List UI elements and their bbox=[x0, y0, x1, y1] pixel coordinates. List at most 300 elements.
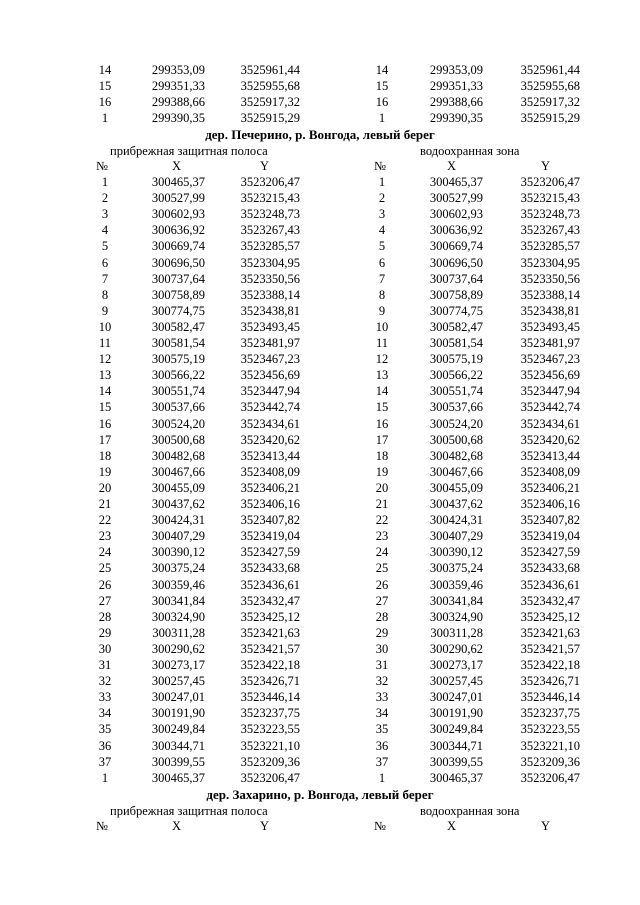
coordinate-row bbox=[0, 577, 640, 593]
left-y-coordinate: 3523421,63 bbox=[240, 625, 300, 640]
left-table-label: прибрежная защитная полоса bbox=[110, 144, 268, 158]
left-y-coordinate: 3523420,62 bbox=[240, 432, 300, 447]
left-y-coordinate: 3523304,95 bbox=[240, 255, 300, 270]
coordinate-row bbox=[0, 689, 640, 705]
right-table-label: водоохранная зона bbox=[420, 144, 520, 158]
right-point-number: 8 bbox=[378, 287, 386, 302]
right-point-number: 11 bbox=[375, 336, 389, 350]
coordinate-row bbox=[0, 287, 640, 303]
section-title-zakharino: дер. Захарино, р. Вонгода, левый берег bbox=[206, 787, 434, 802]
left-x-coordinate: 300527,99 bbox=[151, 191, 205, 206]
left-point-number: 22 bbox=[98, 513, 112, 528]
coordinate-row bbox=[0, 641, 640, 657]
right-y-coordinate: 3523433,68 bbox=[520, 561, 580, 576]
left-y-coordinate: 3525961,44 bbox=[240, 63, 300, 77]
left-x-coordinate: 299353,09 bbox=[151, 63, 205, 77]
right-x-coordinate: 300407,29 bbox=[429, 529, 483, 544]
right-point-number: 4 bbox=[378, 223, 386, 238]
left-col-x-header-2: X bbox=[172, 819, 182, 833]
left-y-coordinate: 3523427,59 bbox=[240, 545, 300, 560]
right-x-coordinate: 300249,84 bbox=[429, 722, 483, 737]
left-y-coordinate: 3523209,36 bbox=[240, 754, 300, 769]
right-x-coordinate: 300467,66 bbox=[429, 464, 483, 479]
left-y-coordinate: 3523493,45 bbox=[240, 319, 300, 334]
right-y-coordinate: 3523446,14 bbox=[520, 690, 580, 705]
coordinate-row bbox=[0, 593, 640, 609]
right-x-coordinate: 300566,22 bbox=[429, 368, 483, 383]
right-point-number: 34 bbox=[375, 706, 389, 721]
right-point-number: 22 bbox=[375, 513, 389, 528]
left-x-coordinate: 300407,29 bbox=[151, 529, 205, 544]
right-point-number: 17 bbox=[375, 432, 389, 447]
continued-row bbox=[0, 94, 640, 110]
right-point-number: 16 bbox=[375, 416, 389, 431]
left-x-coordinate: 300467,66 bbox=[151, 464, 205, 479]
right-x-coordinate: 300527,99 bbox=[429, 191, 483, 206]
right-x-coordinate: 300602,93 bbox=[429, 207, 483, 222]
right-y-coordinate: 3523456,69 bbox=[520, 368, 580, 383]
left-point-number: 5 bbox=[101, 239, 109, 254]
right-x-coordinate: 300551,74 bbox=[429, 384, 483, 399]
left-x-coordinate: 300359,46 bbox=[151, 577, 205, 592]
right-y-coordinate: 3523481,97 bbox=[520, 336, 580, 350]
left-y-coordinate: 3523267,43 bbox=[240, 223, 300, 238]
right-y-coordinate: 3523285,57 bbox=[520, 239, 580, 254]
left-point-number: 20 bbox=[98, 480, 112, 495]
left-point-number: 9 bbox=[101, 303, 109, 318]
right-point-number: 12 bbox=[375, 352, 389, 367]
left-y-coordinate: 3523434,61 bbox=[240, 416, 300, 431]
right-col-x-header: X bbox=[447, 159, 457, 173]
right-point-number: 33 bbox=[375, 690, 389, 705]
left-y-coordinate: 3523467,23 bbox=[240, 352, 300, 367]
right-y-coordinate: 3523442,74 bbox=[520, 400, 580, 415]
left-point-number: 15 bbox=[98, 79, 112, 93]
right-y-coordinate: 3523427,59 bbox=[520, 545, 580, 560]
coordinate-row bbox=[0, 303, 640, 319]
right-point-number: 37 bbox=[375, 754, 389, 769]
right-x-coordinate: 300257,45 bbox=[429, 674, 483, 689]
left-y-coordinate: 3525915,29 bbox=[240, 111, 300, 125]
right-y-coordinate: 3523419,04 bbox=[520, 529, 580, 544]
right-point-number: 25 bbox=[375, 561, 389, 576]
left-y-coordinate: 3523221,10 bbox=[240, 738, 300, 753]
coordinate-row bbox=[0, 512, 640, 528]
left-y-coordinate: 3525917,32 bbox=[240, 95, 300, 109]
left-table-label-2: прибрежная защитная полоса bbox=[110, 804, 268, 818]
right-x-coordinate: 300758,89 bbox=[429, 287, 483, 302]
right-y-coordinate: 3523493,45 bbox=[520, 319, 580, 334]
left-point-number: 31 bbox=[98, 658, 112, 672]
right-y-coordinate: 3525961,44 bbox=[520, 63, 580, 77]
left-point-number: 33 bbox=[98, 690, 112, 705]
left-point-number: 27 bbox=[98, 593, 112, 608]
left-x-coordinate: 300575,19 bbox=[151, 352, 205, 367]
left-x-coordinate: 300669,74 bbox=[151, 239, 205, 254]
right-x-coordinate: 300359,46 bbox=[429, 577, 483, 592]
right-x-coordinate: 300537,66 bbox=[429, 400, 483, 415]
right-x-coordinate: 300324,90 bbox=[429, 609, 483, 624]
right-y-coordinate: 3523434,61 bbox=[520, 416, 580, 431]
right-y-coordinate: 3523467,23 bbox=[520, 352, 580, 367]
left-point-number: 11 bbox=[98, 336, 112, 350]
left-x-coordinate: 300582,47 bbox=[151, 319, 205, 334]
left-point-number: 26 bbox=[98, 577, 112, 592]
right-x-coordinate: 300465,37 bbox=[429, 770, 483, 785]
left-y-coordinate: 3523407,82 bbox=[240, 513, 300, 528]
right-point-number: 5 bbox=[378, 239, 386, 254]
right-x-coordinate: 300290,62 bbox=[429, 641, 483, 656]
left-y-coordinate: 3523248,73 bbox=[240, 207, 300, 222]
left-x-coordinate: 300273,17 bbox=[151, 658, 205, 672]
right-x-coordinate: 300455,09 bbox=[429, 480, 483, 495]
right-y-coordinate: 3523388,14 bbox=[520, 287, 580, 302]
left-point-number: 34 bbox=[98, 706, 112, 721]
right-point-number: 14 bbox=[375, 63, 389, 77]
right-point-number: 24 bbox=[375, 545, 389, 560]
left-x-coordinate: 300500,68 bbox=[151, 432, 205, 447]
right-point-number: 1 bbox=[378, 111, 386, 125]
left-x-coordinate: 300375,24 bbox=[151, 561, 205, 576]
right-y-coordinate: 3523209,36 bbox=[520, 754, 580, 769]
section-title-pecherino: дер. Печерино, р. Вонгода, левый берег bbox=[205, 127, 435, 142]
left-point-number: 28 bbox=[98, 609, 112, 624]
left-point-number: 4 bbox=[101, 223, 109, 238]
coordinate-row bbox=[0, 174, 640, 190]
right-point-number: 18 bbox=[375, 448, 389, 463]
left-point-number: 8 bbox=[101, 287, 109, 302]
right-x-coordinate: 300247,01 bbox=[429, 690, 483, 705]
right-point-number: 32 bbox=[375, 674, 389, 689]
coordinate-row bbox=[0, 335, 640, 351]
continued-row bbox=[0, 78, 640, 94]
left-y-coordinate: 3523456,69 bbox=[240, 368, 300, 383]
right-y-coordinate: 3523237,75 bbox=[520, 706, 580, 721]
right-point-number: 20 bbox=[375, 480, 389, 495]
left-y-coordinate: 3523422,18 bbox=[240, 658, 300, 672]
left-y-coordinate: 3523447,94 bbox=[240, 384, 300, 399]
right-y-coordinate: 3523447,94 bbox=[520, 384, 580, 399]
coordinate-row bbox=[0, 738, 640, 754]
left-y-coordinate: 3523436,61 bbox=[240, 577, 300, 592]
left-point-number: 25 bbox=[98, 561, 112, 576]
left-point-number: 37 bbox=[98, 754, 112, 769]
right-x-coordinate: 300311,28 bbox=[430, 625, 483, 640]
right-x-coordinate: 300737,64 bbox=[429, 271, 483, 286]
coordinate-row bbox=[0, 528, 640, 544]
left-x-coordinate: 300311,28 bbox=[152, 625, 205, 640]
right-y-coordinate: 3523420,62 bbox=[520, 432, 580, 447]
left-point-number: 18 bbox=[98, 448, 112, 463]
right-y-coordinate: 3523206,47 bbox=[520, 175, 580, 189]
left-point-number: 19 bbox=[98, 464, 112, 479]
left-col-y-header-2: Y bbox=[260, 819, 270, 833]
right-y-coordinate: 3523432,47 bbox=[520, 593, 580, 608]
left-y-coordinate: 3523438,81 bbox=[240, 303, 300, 318]
right-point-number: 14 bbox=[375, 384, 389, 399]
right-y-coordinate: 3523215,43 bbox=[520, 191, 580, 206]
coordinate-row bbox=[0, 383, 640, 399]
right-x-coordinate: 299351,33 bbox=[429, 79, 483, 93]
right-col-x-header-2: X bbox=[447, 819, 457, 833]
left-x-coordinate: 300424,31 bbox=[151, 513, 205, 528]
right-point-number: 9 bbox=[378, 303, 386, 318]
right-x-coordinate: 300636,92 bbox=[429, 223, 483, 238]
right-x-coordinate: 300273,17 bbox=[429, 658, 483, 672]
right-x-coordinate: 300437,62 bbox=[429, 497, 483, 511]
left-y-coordinate: 3523406,21 bbox=[240, 480, 300, 495]
left-point-number: 3 bbox=[101, 207, 109, 222]
right-x-coordinate: 300424,31 bbox=[429, 513, 483, 528]
left-point-number: 21 bbox=[98, 497, 112, 511]
left-y-coordinate: 3523446,14 bbox=[240, 690, 300, 705]
right-point-number: 27 bbox=[375, 593, 389, 608]
left-x-coordinate: 300696,50 bbox=[151, 255, 205, 270]
right-x-coordinate: 300390,12 bbox=[429, 545, 483, 560]
left-x-coordinate: 300566,22 bbox=[151, 368, 205, 383]
left-y-coordinate: 3523413,44 bbox=[240, 448, 300, 463]
left-y-coordinate: 3523237,75 bbox=[240, 706, 300, 721]
right-x-coordinate: 300669,74 bbox=[429, 239, 483, 254]
left-x-coordinate: 300390,12 bbox=[151, 545, 205, 560]
coordinate-row bbox=[0, 399, 640, 415]
right-x-coordinate: 300575,19 bbox=[429, 352, 483, 367]
right-x-coordinate: 300344,71 bbox=[429, 738, 483, 753]
left-y-coordinate: 3525955,68 bbox=[240, 79, 300, 93]
left-point-number: 14 bbox=[98, 384, 112, 399]
right-y-coordinate: 3523223,55 bbox=[520, 722, 580, 737]
right-y-coordinate: 3523406,16 bbox=[520, 497, 580, 511]
right-y-coordinate: 3523421,57 bbox=[520, 641, 580, 656]
left-y-coordinate: 3523432,47 bbox=[240, 593, 300, 608]
right-x-coordinate: 300696,50 bbox=[429, 255, 483, 270]
left-y-coordinate: 3523406,16 bbox=[240, 497, 300, 511]
right-x-coordinate: 299390,35 bbox=[429, 111, 483, 125]
coordinate-row bbox=[0, 271, 640, 287]
left-y-coordinate: 3523419,04 bbox=[240, 529, 300, 544]
right-y-coordinate: 3523436,61 bbox=[520, 577, 580, 592]
left-x-coordinate: 300247,01 bbox=[151, 690, 205, 705]
right-y-coordinate: 3523206,47 bbox=[520, 770, 580, 785]
right-col-no-header: № bbox=[374, 159, 386, 173]
right-point-number: 35 bbox=[375, 722, 389, 737]
left-x-coordinate: 300324,90 bbox=[151, 609, 205, 624]
right-x-coordinate: 300774,75 bbox=[429, 303, 483, 318]
right-x-coordinate: 300581,54 bbox=[429, 336, 483, 350]
right-y-coordinate: 3523267,43 bbox=[520, 223, 580, 238]
left-y-coordinate: 3523206,47 bbox=[240, 175, 300, 189]
right-x-coordinate: 300191,90 bbox=[429, 706, 483, 721]
coordinate-row bbox=[0, 319, 640, 335]
left-x-coordinate: 300537,66 bbox=[151, 400, 205, 415]
right-x-coordinate: 300582,47 bbox=[429, 319, 483, 334]
right-y-coordinate: 3523408,09 bbox=[520, 464, 580, 479]
right-point-number: 10 bbox=[375, 319, 389, 334]
coordinate-row bbox=[0, 464, 640, 480]
coordinate-row bbox=[0, 206, 640, 222]
left-x-coordinate: 300455,09 bbox=[151, 480, 205, 495]
right-x-coordinate: 300375,24 bbox=[429, 561, 483, 576]
left-x-coordinate: 300482,68 bbox=[151, 448, 205, 463]
right-point-number: 23 bbox=[375, 529, 389, 544]
left-x-coordinate: 300758,89 bbox=[151, 287, 205, 302]
left-col-no-header: № bbox=[96, 159, 108, 173]
coordinate-row bbox=[0, 496, 640, 512]
left-x-coordinate: 300581,54 bbox=[151, 336, 205, 350]
left-y-coordinate: 3523425,12 bbox=[240, 609, 300, 624]
coordinate-row bbox=[0, 544, 640, 560]
left-point-number: 16 bbox=[98, 95, 112, 109]
left-x-coordinate: 300191,90 bbox=[151, 706, 205, 721]
left-x-coordinate: 300602,93 bbox=[151, 207, 205, 222]
right-col-y-header: Y bbox=[541, 159, 551, 173]
right-point-number: 1 bbox=[378, 175, 386, 189]
right-col-no-header-2: № bbox=[374, 819, 386, 833]
right-point-number: 21 bbox=[375, 497, 389, 511]
right-y-coordinate: 3525917,32 bbox=[520, 95, 580, 109]
left-point-number: 15 bbox=[98, 400, 112, 415]
left-x-coordinate: 299388,66 bbox=[151, 95, 205, 109]
left-y-coordinate: 3523223,55 bbox=[240, 722, 300, 737]
left-point-number: 29 bbox=[98, 625, 112, 640]
left-x-coordinate: 300524,20 bbox=[151, 416, 205, 431]
coordinate-row bbox=[0, 657, 640, 673]
right-x-coordinate: 299388,66 bbox=[429, 95, 483, 109]
left-y-coordinate: 3523426,71 bbox=[240, 674, 300, 689]
right-x-coordinate: 300524,20 bbox=[429, 416, 483, 431]
left-x-coordinate: 300257,45 bbox=[151, 674, 205, 689]
right-point-number: 19 bbox=[375, 464, 389, 479]
right-y-coordinate: 3523421,63 bbox=[520, 625, 580, 640]
right-y-coordinate: 3523413,44 bbox=[520, 448, 580, 463]
right-y-coordinate: 3523425,12 bbox=[520, 609, 580, 624]
coordinate-row bbox=[0, 609, 640, 625]
coordinate-row bbox=[0, 351, 640, 367]
left-point-number: 13 bbox=[98, 368, 112, 383]
right-point-number: 28 bbox=[375, 609, 389, 624]
left-y-coordinate: 3523481,97 bbox=[240, 336, 300, 350]
left-x-coordinate: 300341,84 bbox=[151, 593, 205, 608]
right-point-number: 26 bbox=[375, 577, 389, 592]
right-y-coordinate: 3525915,29 bbox=[520, 111, 580, 125]
right-x-coordinate: 300341,84 bbox=[429, 593, 483, 608]
left-y-coordinate: 3523350,56 bbox=[240, 271, 300, 286]
right-x-coordinate: 299353,09 bbox=[429, 63, 483, 77]
coordinate-row bbox=[0, 673, 640, 689]
left-point-number: 14 bbox=[98, 63, 112, 77]
left-x-coordinate: 300344,71 bbox=[151, 738, 205, 753]
left-x-coordinate: 299390,35 bbox=[151, 111, 205, 125]
left-point-number: 36 bbox=[98, 738, 112, 753]
coordinate-row bbox=[0, 754, 640, 770]
right-point-number: 15 bbox=[375, 400, 389, 415]
coordinate-row bbox=[0, 721, 640, 737]
left-col-y-header: Y bbox=[260, 159, 270, 173]
coordinate-row bbox=[0, 222, 640, 238]
left-y-coordinate: 3523433,68 bbox=[240, 561, 300, 576]
right-point-number: 36 bbox=[375, 738, 389, 753]
right-y-coordinate: 3523406,21 bbox=[520, 480, 580, 495]
right-x-coordinate: 300465,37 bbox=[429, 175, 483, 189]
left-point-number: 1 bbox=[101, 770, 109, 785]
coordinate-row bbox=[0, 190, 640, 206]
left-x-coordinate: 300437,62 bbox=[151, 497, 205, 511]
left-point-number: 16 bbox=[98, 416, 112, 431]
right-x-coordinate: 300399,55 bbox=[429, 754, 483, 769]
left-point-number: 30 bbox=[98, 641, 112, 656]
right-y-coordinate: 3523407,82 bbox=[520, 513, 580, 528]
right-point-number: 13 bbox=[375, 368, 389, 383]
left-y-coordinate: 3523206,47 bbox=[240, 770, 300, 785]
left-col-no-header-2: № bbox=[96, 819, 108, 833]
left-y-coordinate: 3523408,09 bbox=[240, 464, 300, 479]
left-point-number: 23 bbox=[98, 529, 112, 544]
left-x-coordinate: 300465,37 bbox=[151, 770, 205, 785]
right-point-number: 31 bbox=[375, 658, 389, 672]
coordinate-row bbox=[0, 770, 640, 786]
left-x-coordinate: 300290,62 bbox=[151, 641, 205, 656]
right-y-coordinate: 3523304,95 bbox=[520, 255, 580, 270]
coordinate-row bbox=[0, 625, 640, 641]
right-point-number: 30 bbox=[375, 641, 389, 656]
right-y-coordinate: 3523221,10 bbox=[520, 738, 580, 753]
right-col-y-header-2: Y bbox=[541, 819, 551, 833]
left-point-number: 1 bbox=[101, 175, 109, 189]
right-x-coordinate: 300500,68 bbox=[429, 432, 483, 447]
coordinate-row bbox=[0, 432, 640, 448]
right-y-coordinate: 3523248,73 bbox=[520, 207, 580, 222]
left-x-coordinate: 300737,64 bbox=[151, 271, 205, 286]
left-x-coordinate: 299351,33 bbox=[151, 79, 205, 93]
left-point-number: 35 bbox=[98, 722, 112, 737]
right-y-coordinate: 3523422,18 bbox=[520, 658, 580, 672]
right-point-number: 15 bbox=[375, 79, 389, 93]
left-x-coordinate: 300774,75 bbox=[151, 303, 205, 318]
left-x-coordinate: 300551,74 bbox=[151, 384, 205, 399]
right-point-number: 2 bbox=[378, 191, 386, 206]
left-y-coordinate: 3523388,14 bbox=[240, 287, 300, 302]
left-col-x-header: X bbox=[172, 159, 182, 173]
left-x-coordinate: 300465,37 bbox=[151, 175, 205, 189]
right-point-number: 29 bbox=[375, 625, 389, 640]
left-point-number: 10 bbox=[98, 319, 112, 334]
right-table-label-2: водоохранная зона bbox=[420, 804, 520, 818]
coordinate-row bbox=[0, 238, 640, 254]
coordinate-row bbox=[0, 255, 640, 271]
left-y-coordinate: 3523421,57 bbox=[240, 641, 300, 656]
left-x-coordinate: 300249,84 bbox=[151, 722, 205, 737]
left-point-number: 2 bbox=[101, 191, 109, 206]
coordinate-row bbox=[0, 416, 640, 432]
left-x-coordinate: 300399,55 bbox=[151, 754, 205, 769]
right-point-number: 3 bbox=[378, 207, 386, 222]
right-point-number: 16 bbox=[375, 95, 389, 109]
right-y-coordinate: 3523350,56 bbox=[520, 271, 580, 286]
left-y-coordinate: 3523215,43 bbox=[240, 191, 300, 206]
left-point-number: 17 bbox=[98, 432, 112, 447]
coordinate-row bbox=[0, 705, 640, 721]
left-point-number: 6 bbox=[101, 255, 109, 270]
coordinate-row bbox=[0, 480, 640, 496]
continued-row bbox=[0, 62, 640, 78]
coordinate-row bbox=[0, 367, 640, 383]
left-y-coordinate: 3523285,57 bbox=[240, 239, 300, 254]
right-point-number: 7 bbox=[378, 271, 386, 286]
left-x-coordinate: 300636,92 bbox=[151, 223, 205, 238]
left-point-number: 1 bbox=[101, 111, 109, 125]
left-y-coordinate: 3523442,74 bbox=[240, 400, 300, 415]
right-y-coordinate: 3525955,68 bbox=[520, 79, 580, 93]
